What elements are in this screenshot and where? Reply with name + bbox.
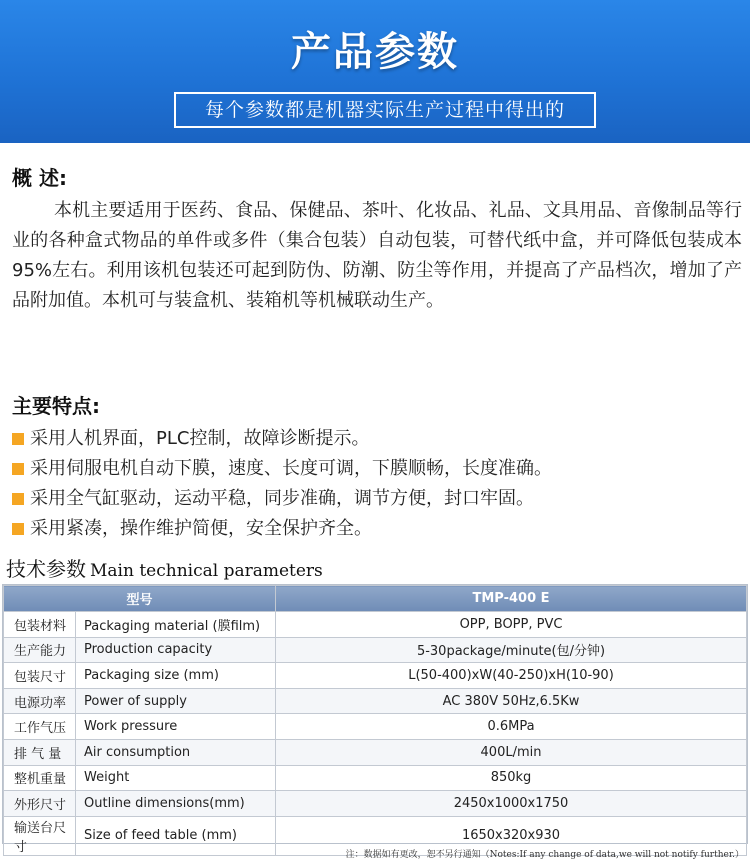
header-banner	[0, 0, 750, 143]
table-row	[4, 612, 747, 638]
model-value-header: TMP-400 E	[276, 586, 747, 612]
tech-params-title	[6, 553, 323, 582]
spec-cn-label: 电源功率	[4, 688, 76, 714]
spec-en-label: Weight	[76, 765, 276, 791]
tech-title-en: Main technical parameters	[90, 561, 323, 581]
overview-text: 本机主要适用于医药、食品、保健品、茶叶、化妆品、礼品、文具用品、音像制品等行业的各种盒式物品的单件或多件（集合包装）自动包装，可替代纸中盒，并可降低包装成本95%左右。利用该机包装还可起到防伪、防潮、防尘等作用，并提高了产品档次，增加了产品附加值。本机可与装盒机、装箱机等机械联动生产。	[12, 200, 742, 311]
feature-item: 采用伺服电机自动下膜，速度、长度可调，下膜顺畅，长度准确。	[12, 454, 742, 484]
features-heading: 主要特点:	[12, 394, 100, 418]
spec-cn-label: 外形尺寸	[4, 791, 76, 817]
spec-value: 0.6MPa	[276, 714, 747, 740]
table-row	[4, 765, 747, 791]
spec-value: 850kg	[276, 765, 747, 791]
spec-en-label: Packaging size (mm)	[76, 663, 276, 689]
page-title: 产品参数	[291, 29, 459, 75]
tech-title-cn: 技术参数	[6, 557, 86, 581]
spec-en-label: Air consumption	[76, 739, 276, 765]
feature-item: 采用全气缸驱动，运动平稳，同步准确，调节方便，封口牢固。	[12, 484, 742, 514]
square-bullet-icon	[12, 523, 24, 535]
footnote: 注：数据如有更改，恕不另行通知（Notes:If any change of data,we will not notify further.）	[345, 850, 744, 860]
spec-en-label: Outline dimensions(mm)	[76, 791, 276, 817]
table-row	[4, 714, 747, 740]
table-row	[4, 739, 747, 765]
spec-cn-label: 输送台尺寸	[4, 816, 76, 855]
square-bullet-icon	[12, 433, 24, 445]
spec-value: OPP, BOPP, PVC	[276, 612, 747, 638]
spec-en-label: Work pressure	[76, 714, 276, 740]
spec-en-label: Packaging material (膜film)	[76, 612, 276, 638]
spec-value: 1650x320x930	[276, 816, 747, 855]
table-row	[4, 663, 747, 689]
spec-table-header	[4, 586, 747, 612]
spec-cn-label: 包装尺寸	[4, 663, 76, 689]
table-row	[4, 791, 747, 817]
table-row	[4, 637, 747, 663]
spec-value: 5-30package/minute(包/分钟)	[276, 637, 747, 663]
features-list	[12, 424, 742, 544]
spec-cn-label: 排 气 量	[4, 739, 76, 765]
spec-en-label: Size of feed table (mm)	[76, 816, 276, 855]
spec-cn-label: 工作气压	[4, 714, 76, 740]
spec-cn-label: 生产能力	[4, 637, 76, 663]
spec-value: 2450x1000x1750	[276, 791, 747, 817]
table-row	[4, 688, 747, 714]
spec-value: L(50-400)xW(40-250)xH(10-90)	[276, 663, 747, 689]
spec-value: AC 380V 50Hz,6.5Kw	[276, 688, 747, 714]
spec-en-label: Production capacity	[76, 637, 276, 663]
spec-cn-label: 整机重量	[4, 765, 76, 791]
feature-item: 采用人机界面，PLC控制，故障诊断提示。	[12, 424, 742, 454]
model-label-header: 型号	[4, 586, 276, 612]
spec-en-label: Power of supply	[76, 688, 276, 714]
spec-cn-label: 包装材料	[4, 612, 76, 638]
overview-heading: 概 述:	[12, 166, 67, 190]
square-bullet-icon	[12, 493, 24, 505]
banner-subtitle: 每个参数都是机器实际生产过程中得出的	[174, 92, 596, 128]
spec-value: 400L/min	[276, 739, 747, 765]
feature-item: 采用紧凑，操作维护简便，安全保护齐全。	[12, 514, 742, 544]
square-bullet-icon	[12, 463, 24, 475]
